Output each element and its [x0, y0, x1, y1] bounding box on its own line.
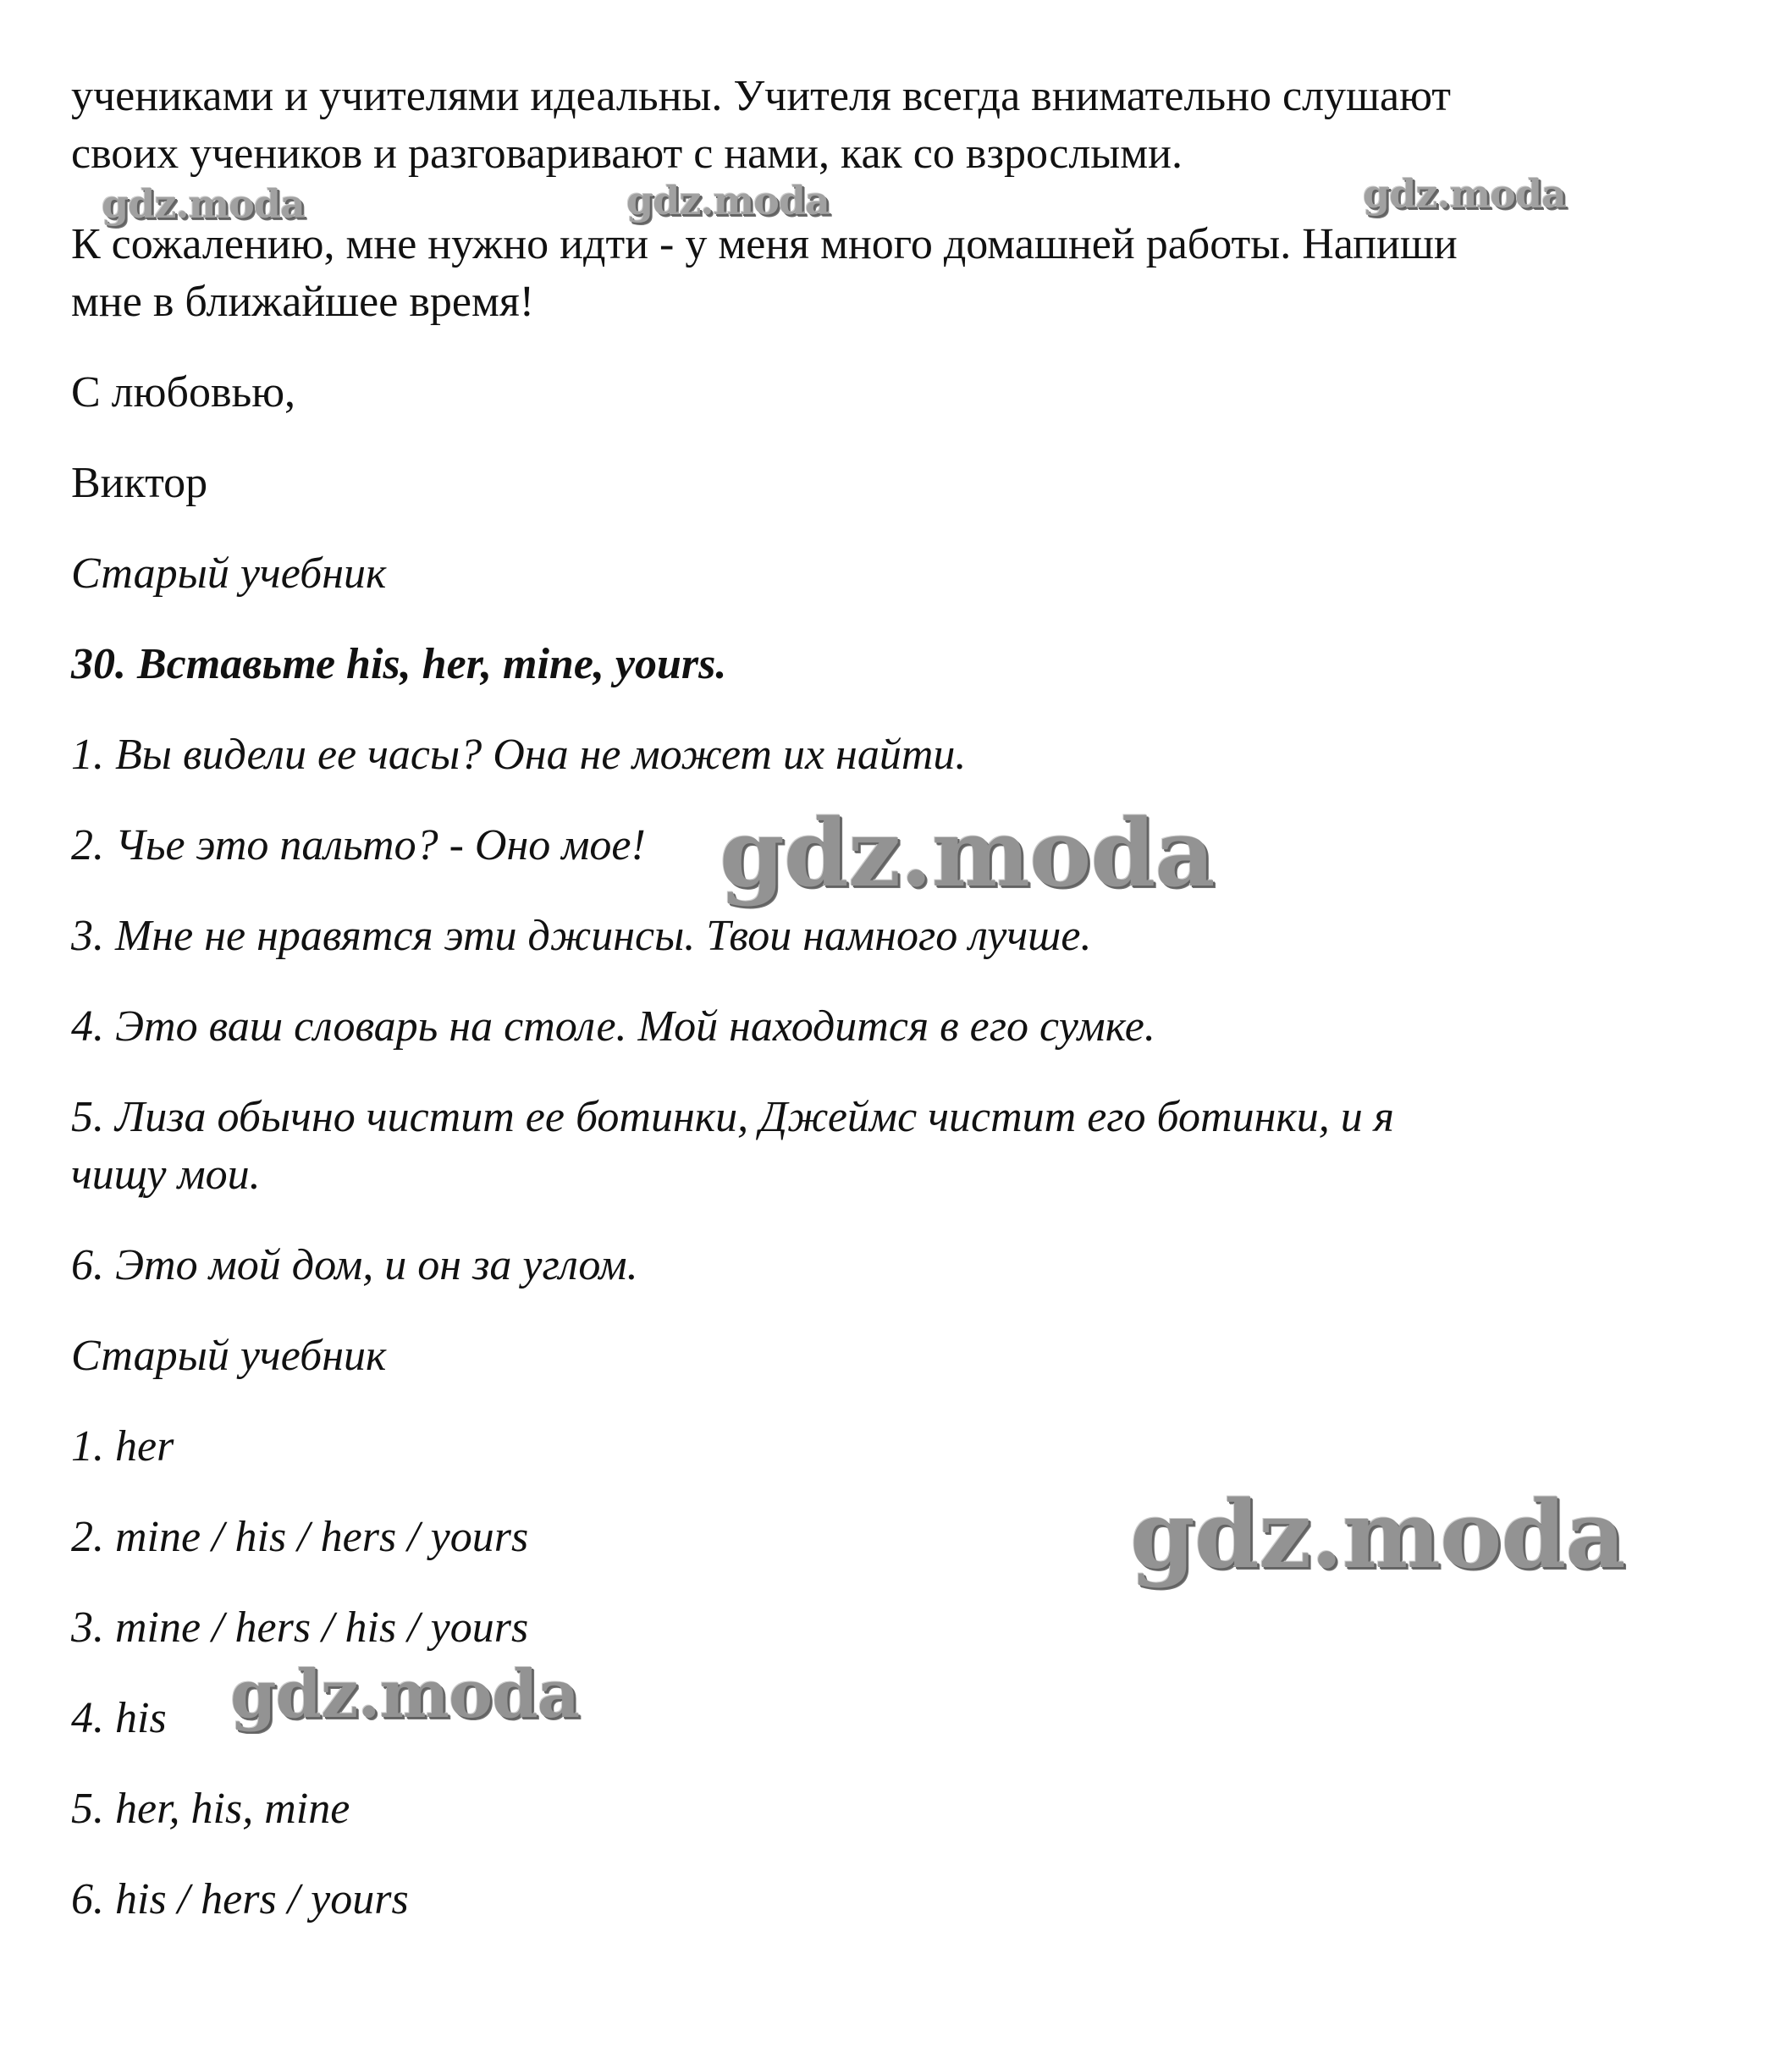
exercise-item-5-continued: чищу мои. [71, 1151, 261, 1199]
section-label-old-textbook-2: Старый учебник [71, 1332, 387, 1380]
letter-line-4: мне в ближайшее время! [71, 278, 535, 326]
exercise-item-4: 4. Это ваш словарь на столе. Мой находится в его сумке. [71, 1002, 1155, 1051]
exercise-item-6: 6. Это мой дом, и он за углом. [71, 1241, 638, 1289]
watermark: gdz.moda [1363, 171, 1566, 217]
answer-3: 3. mine / hers / his / yours [71, 1603, 529, 1652]
exercise-item-3: 3. Мне не нравятся эти джинсы. Твои намного лучше. [71, 912, 1092, 960]
answer-5: 5. her, his, mine [71, 1785, 350, 1833]
watermark: gdz.moda [1130, 1480, 1625, 1589]
watermark: gdz.moda [102, 181, 305, 227]
answer-1: 1. her [71, 1422, 174, 1471]
watermark: gdz.moda [626, 178, 830, 224]
exercise-item-5: 5. Лиза обычно чистит ее ботинки, Джеймс чистит его ботинки, и я [71, 1093, 1394, 1141]
answer-2: 2. mine / his / hers / yours [71, 1513, 529, 1561]
letter-signature: Виктор [71, 459, 208, 507]
letter-closing: С любовью, [71, 368, 296, 417]
watermark: gdz.moda [230, 1656, 580, 1733]
watermark: gdz.moda [720, 798, 1215, 908]
letter-line-3: К сожалению, мне нужно идти - у меня много домашней работы. Напиши [71, 220, 1458, 268]
task-title: 30. Вставьте his, her, mine, yours. [71, 640, 727, 688]
exercise-item-1: 1. Вы видели ее часы? Она не может их найти. [71, 731, 967, 779]
letter-line-1: учениками и учителями идеальны. Учителя всегда внимательно слушают [71, 72, 1451, 120]
answer-4: 4. his [71, 1694, 167, 1742]
answer-6: 6. his / hers / yours [71, 1875, 409, 1923]
exercise-item-2: 2. Чье это пальто? - Оно мое! [71, 821, 646, 869]
section-label-old-textbook-1: Старый учебник [71, 549, 387, 598]
letter-line-2: своих учеников и разговаривают с нами, как со взрослыми. [71, 130, 1183, 178]
